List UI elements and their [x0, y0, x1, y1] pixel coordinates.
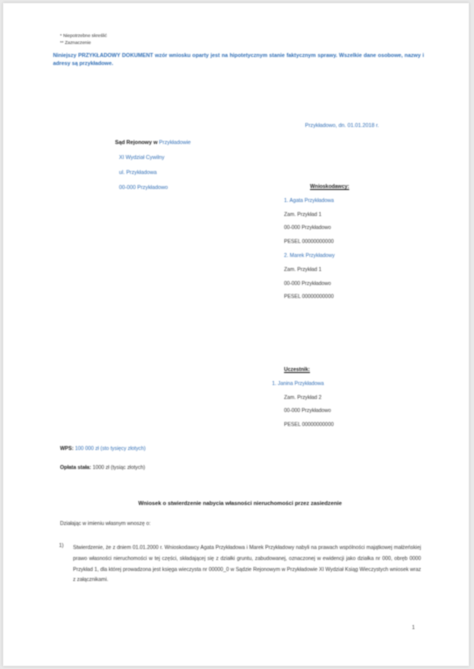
- applicant-line: PESEL 00000000000: [284, 239, 334, 246]
- intro-paragraph: Niniejszy PRZYKŁADOWY DOKUMENT wzór wniosku oparty jest na hipotetycznym stanie faktycznym sprawy. Wszelkie dane osobowe, nazwy i adresy są przykładowe.: [53, 53, 424, 67]
- applicant-name: 1. Agata Przykładowa: [284, 197, 334, 204]
- court-line: ul. Przykładowa: [119, 170, 157, 176]
- court-line: XI Wydział Cywilny: [119, 155, 165, 161]
- court-header-label: Sąd Rejonowy w: [115, 140, 158, 146]
- participant-line: PESEL 00000000000: [284, 422, 334, 429]
- request-intro: Działając w imieniu własnym wnoszę o:: [60, 521, 151, 527]
- court-header-name: Przykładowie: [159, 140, 191, 146]
- applicant-line: Zam. Przykład 1: [284, 211, 322, 218]
- applicant-name: 2. Marek Przykładowy: [284, 252, 335, 259]
- court-address: [115, 136, 191, 196]
- page-number: 1: [412, 625, 415, 631]
- applicant-line: 00-000 Przykładowo: [284, 225, 332, 232]
- court-line: 00-000 Przykładowo: [119, 185, 168, 191]
- fixed-fee: [60, 465, 145, 471]
- participant-line: Zam. Przykład 2: [284, 394, 322, 401]
- footnote-1: * Niepotrzebne skreślić: [60, 33, 107, 38]
- fixed-fee-amount: 1000 zł (tysiąc złotych): [92, 465, 146, 471]
- claim-value-label: WPS:: [60, 446, 74, 452]
- document-page: [3, 3, 469, 666]
- applicant-line: PESEL 00000000000: [284, 294, 334, 301]
- fixed-fee-label: Opłata stała:: [60, 465, 92, 471]
- applicant-line: Zam. Przykład 1: [284, 266, 322, 273]
- participant-block: [272, 364, 334, 433]
- footnote-2: ** Zaznaczenie: [60, 40, 91, 45]
- court-header: [115, 136, 191, 151]
- applicants-heading: Wnioskodawcy:: [310, 184, 350, 190]
- point-paragraph: Stwierdzenie, że z dniem 01.01.2000 r. Wnioskodawcy Agata Przykładowa i Marek Przykładowy nabyli na prawach wspólności majątkowej małżeńskiej prawo własności nieruchomości w tej części, składającej się z działki gruntu, zabudowanej, oznaczonej w ewidencji jako działka nr 000, obręb 0000 Przykład 1, dla której prowadzona jest księga wieczysta nr 00000_0 w Sądzie Rejonowym w Przykładowie XI Wydział Ksiąg Wieczystych wniosek wraz z załącznikami.: [73, 545, 421, 584]
- participant-name: 1. Janina Przykładowa: [272, 380, 324, 387]
- place-date: Przykładowo, dn. 01.01.2018 r.: [305, 123, 380, 129]
- applicant-line: 00-000 Przykładowo: [284, 280, 332, 287]
- participant-heading: Uczestnik:: [284, 367, 310, 373]
- claim-value-amount: 100 000 zł (sto tysięcy złotych): [75, 446, 146, 452]
- document-title: Wniosek o stwierdzenie nabycia własności nieruchomości przez zasiedzenie: [138, 501, 342, 507]
- applicants-block: [284, 181, 349, 305]
- claim-value: [60, 446, 146, 452]
- point-number: 1): [59, 543, 64, 549]
- participant-line: 00-000 Przykładowo: [284, 408, 332, 415]
